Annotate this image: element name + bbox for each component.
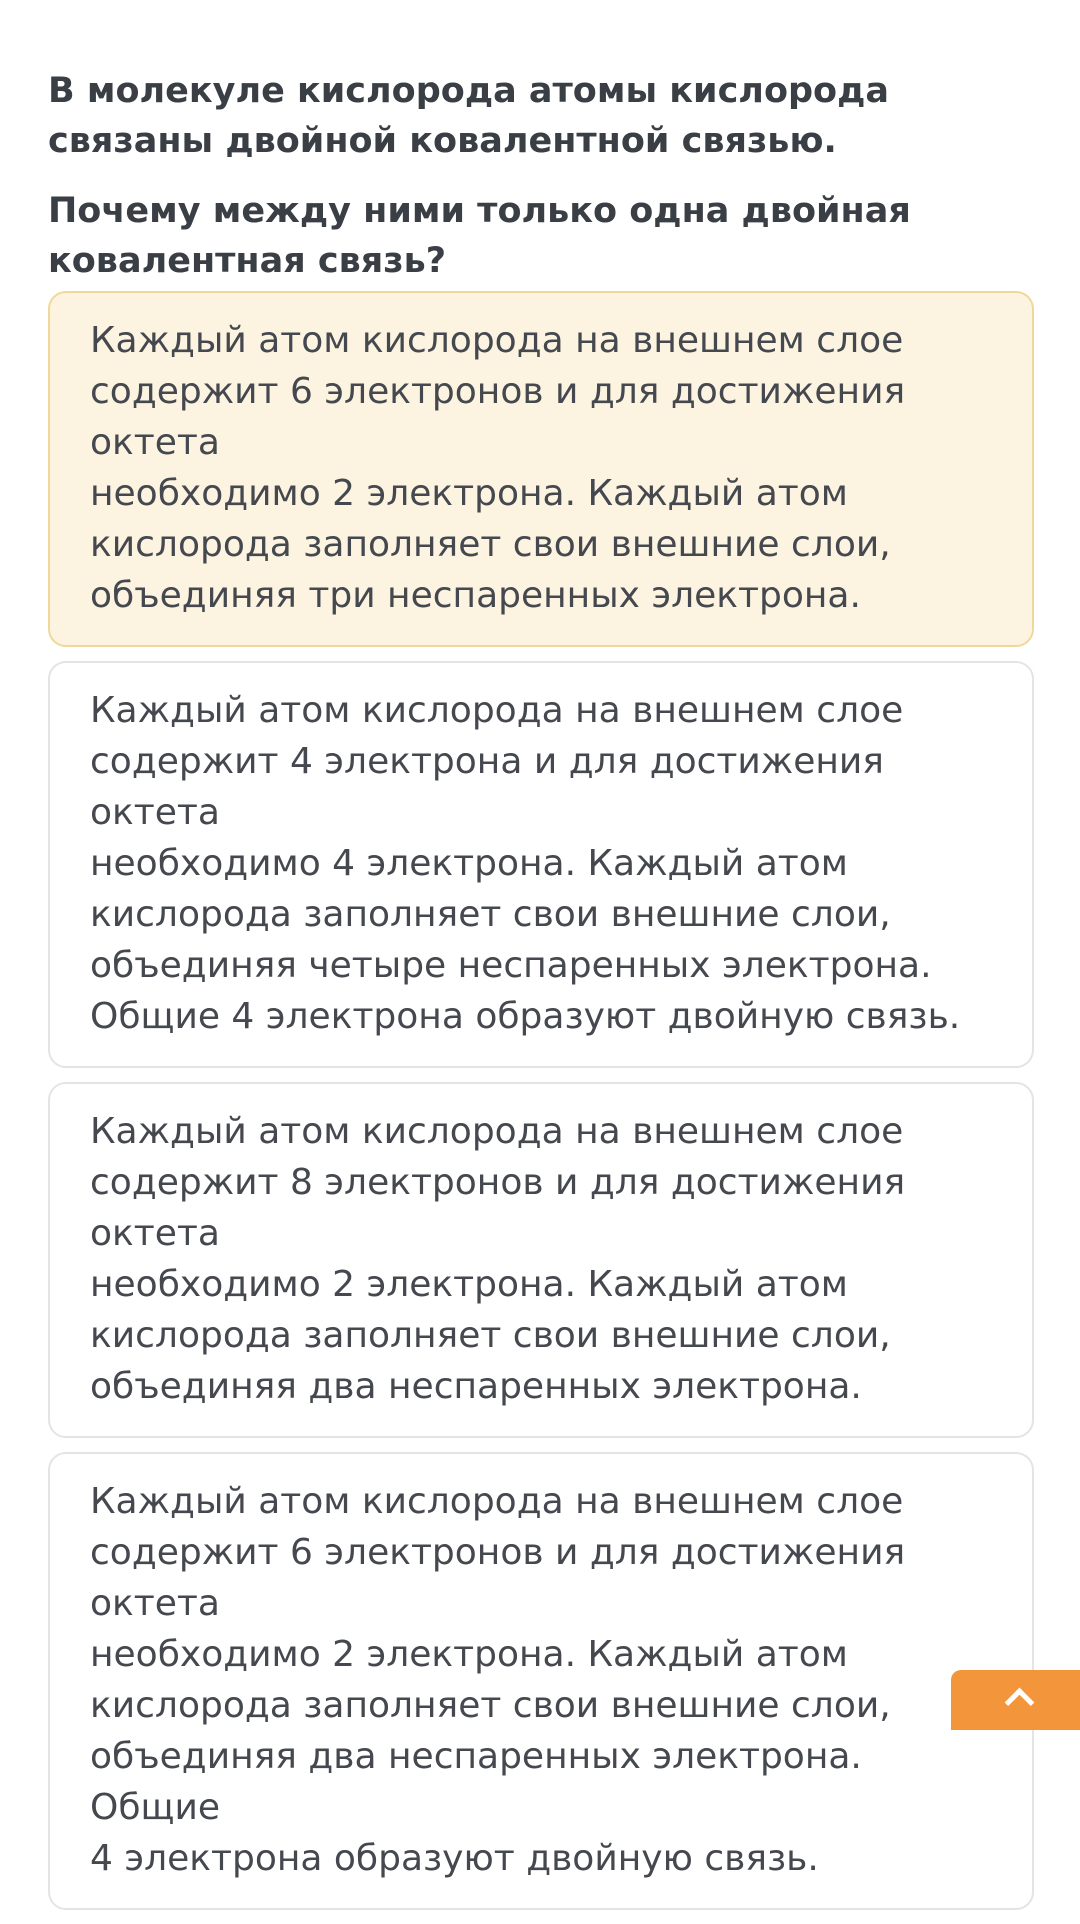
question-statement: В молекуле кислорода атомы кислорода связаны двойной ковалентной связью. [48, 71, 889, 161]
question-prompt: Почему между ними только одна двойная ковалентная связь? [48, 191, 911, 281]
answer-option-4[interactable] [48, 1452, 1034, 1910]
answer-option-2[interactable] [48, 661, 1034, 1068]
answer-option-1[interactable] [48, 291, 1034, 647]
chevron-up-icon [1005, 1688, 1035, 1718]
answer-option-3[interactable] [48, 1082, 1034, 1438]
answer-option-text: Каждый атом кислорода на внешнем слое содержит 4 электрона и для достижения октета необходимо 4 электрона. Каждый атом кислорода заполняет свои внешние слои, объединяя четыре неспаренных электрона. Общие 4 электрона образуют двойную связь. [90, 690, 961, 1037]
answer-option-text: Каждый атом кислорода на внешнем слое содержит 6 электронов и для достижения октета необходимо 2 электрона. Каждый атом кислорода заполняет свои внешние слои, объединяя два неспаренных электрона. Общие 4 электрона образуют двойную связь. [90, 1481, 906, 1879]
answer-options [48, 291, 1034, 1924]
answer-option-text: Каждый атом кислорода на внешнем слое содержит 6 электронов и для достижения октета необходимо 2 электрона. Каждый атом кислорода заполняет свои внешние слои, объединяя три неспаренных электрона. [90, 320, 906, 616]
question-block [48, 66, 1028, 286]
next-button[interactable] [951, 1670, 1080, 1730]
answer-option-text: Каждый атом кислорода на внешнем слое содержит 8 электронов и для достижения октета необходимо 2 электрона. Каждый атом кислорода заполняет свои внешние слои, объединяя два неспаренных электрона. [90, 1111, 906, 1407]
